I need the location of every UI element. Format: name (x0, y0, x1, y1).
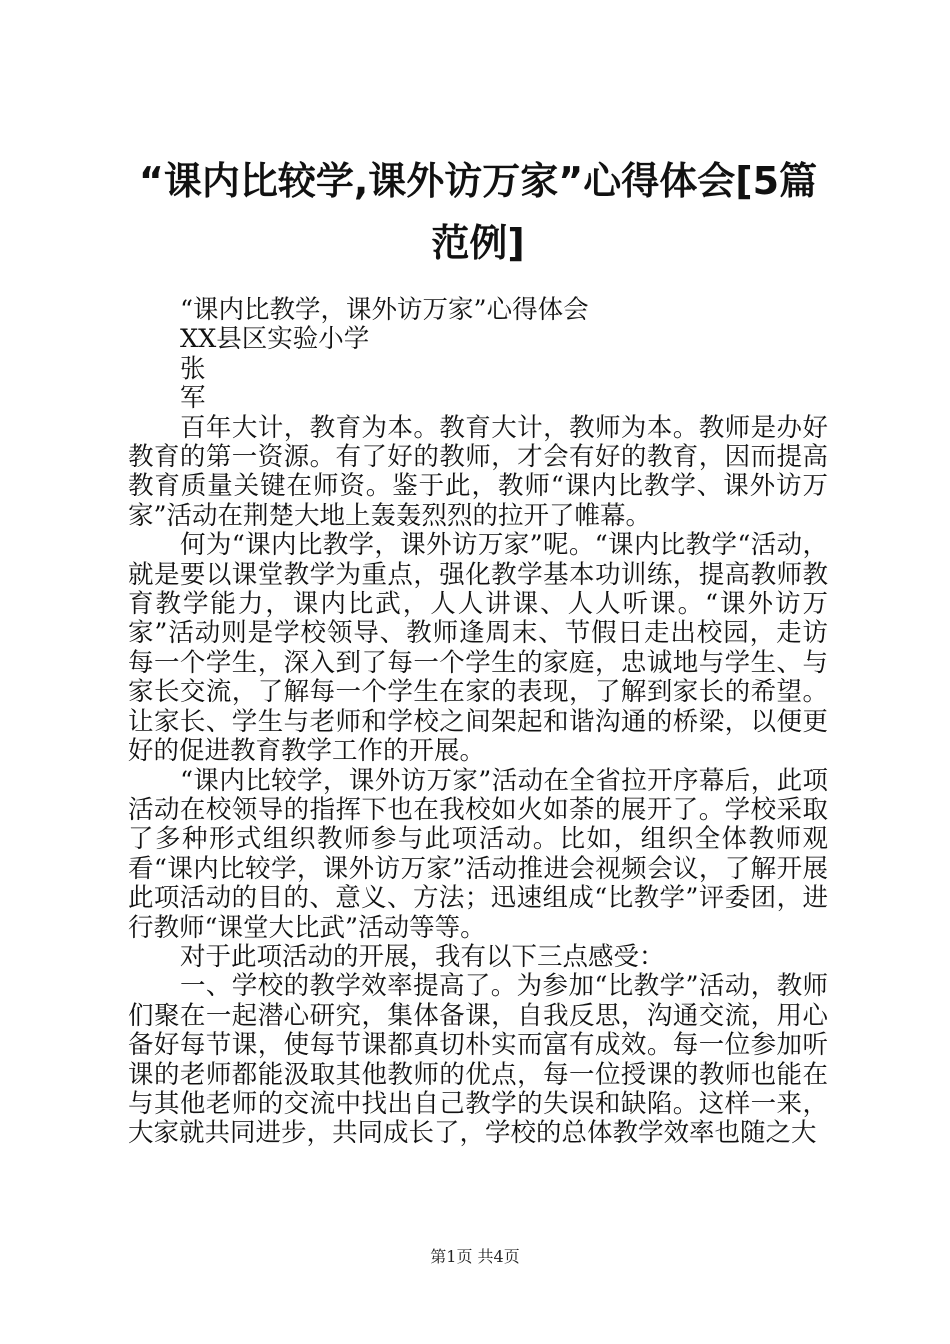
paragraph-2: 何为“课内比教学，课外访万家”呢。“课内比教学“活动，就是要以课堂教学为重点，强化教学基本功训练，提高教师教育教学能力，课内比武，人人讲课、人人听课。“课外访万家”活动则是学校领导、教师逢周末、节假日走出校园，走访每一个学生，深入到了每一个学生的家庭，忠诚地与学生、与家长交流，了解每一个学生在家的表现，了解到家长的希望。让家长、学生与老师和学校之间架起和谐沟通的桥梁，以便更好的促进教育教学工作的开展。 (128, 530, 828, 767)
paragraph-4: 对于此项活动的开展，我有以下三点感受： (180, 941, 665, 972)
document-body (128, 296, 828, 1149)
school-name: XX县区实验小学 (180, 324, 370, 355)
page-number: 第1页 共4页 (430, 1247, 520, 1266)
paragraph-3: “课内比较学，课外访万家”活动在全省拉开序幕后，此项活动在校领导的指挥下也在我校如火如荼的展开了。学校采取了多种形式组织教师参与此项活动。比如，组织全体教师观看“课内比较学，课外访万家”活动推进会视频会议，了解开展此项活动的目的、意义、方法；迅速组成“比教学”评委团，进行教师“课堂大比武”活动等等。 (128, 765, 828, 943)
paragraph-5: 一、学校的教学效率提高了。为参加“比教学”活动，教师们聚在一起潜心研究，集体备课，自我反思，沟通交流，用心备好每节课，使每节课都真切朴实而富有成效。每一位参加听课的老师都能汲取其他教师的优点，每一位授课的教师也能在与其他老师的交流中找出自己教学的失误和缺陷。这样一来，大家就共同进步，共同成长了，学校的总体教学效率也随之大 (128, 971, 828, 1149)
author-name-part-1: 张 (180, 353, 206, 384)
paragraph-1: 百年大计，教育为本。教育大计，教师为本。教师是办好教育的第一资源。有了好的教师，才会有好的教育，因而提高教育质量关键在师资。鉴于此，教师“课内比教学、课外访万家”活动在荆楚大地上轰轰烈烈的拉开了帷幕。 (128, 412, 828, 531)
author-name-part-2: 军 (180, 383, 206, 414)
subtitle: “课内比教学，课外访万家”心得体会 (180, 295, 589, 325)
document-title: “课内比较学,课外访万家”心得体会[5篇范例] (138, 159, 818, 265)
